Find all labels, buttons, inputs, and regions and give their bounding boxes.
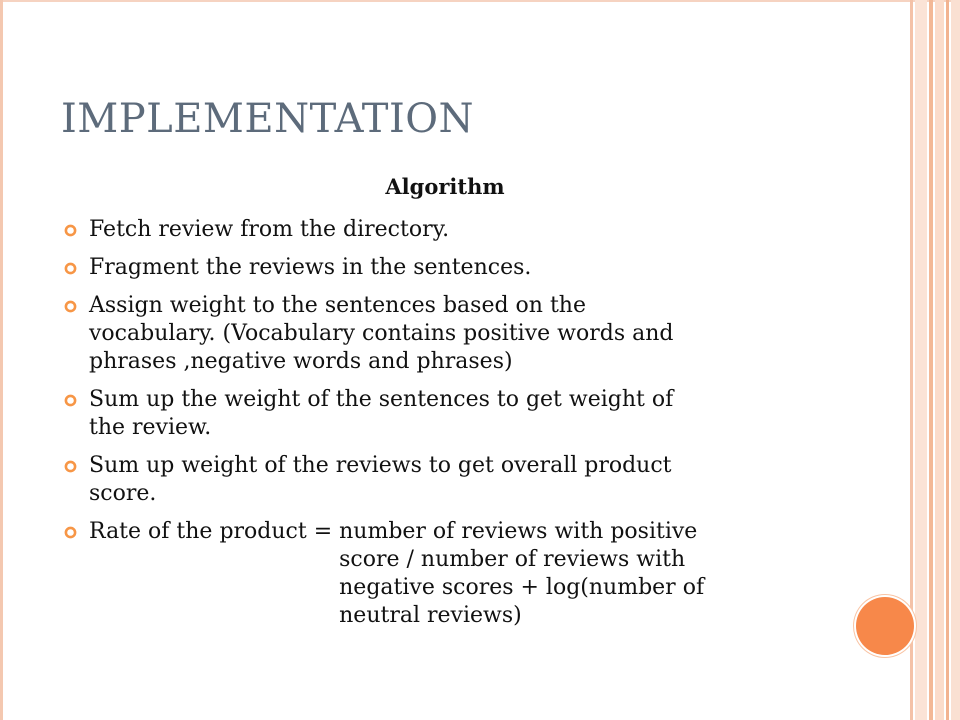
list-item bbox=[64, 452, 844, 508]
bullet-line: Sum up weight of the reviews to get overall product bbox=[89, 453, 672, 478]
bullet-line: score. bbox=[89, 481, 157, 506]
slide-top-border bbox=[0, 0, 960, 2]
stripe bbox=[935, 0, 944, 720]
formula-line: negative scores + log(number of bbox=[339, 575, 705, 600]
hollow-circle-bullet-icon bbox=[64, 460, 77, 473]
slide-left-border bbox=[0, 0, 3, 720]
bullet-line: Sum up the weight of the sentences to get weight of bbox=[89, 387, 674, 412]
list-item bbox=[64, 292, 844, 376]
slide-title: IMPLEMENTATION bbox=[61, 96, 475, 142]
stripe bbox=[915, 0, 927, 720]
bullet-line: phrases ,negative words and phrases) bbox=[89, 349, 513, 374]
list-item-formula bbox=[64, 518, 844, 630]
formula-line: number of reviews with positive bbox=[339, 519, 698, 544]
bullet-line: vocabulary. (Vocabulary contains positive words and bbox=[89, 321, 674, 346]
formula-line: score / number of reviews with bbox=[339, 547, 686, 572]
slide-subtitle: Algorithm bbox=[385, 174, 505, 199]
list-item bbox=[64, 386, 844, 442]
list-item bbox=[64, 216, 844, 244]
stripe bbox=[946, 0, 949, 720]
bullet-line: Assign weight to the sentences based on the bbox=[89, 293, 586, 318]
formula-row bbox=[89, 518, 844, 630]
hollow-circle-bullet-icon bbox=[64, 224, 77, 237]
decorative-side-stripes bbox=[910, 0, 960, 720]
stripe bbox=[929, 0, 933, 720]
hollow-circle-bullet-icon bbox=[64, 300, 77, 313]
bullet-line: Fetch review from the directory. bbox=[89, 217, 450, 242]
formula-body bbox=[339, 518, 844, 630]
stripe bbox=[951, 0, 960, 720]
bullet-list bbox=[64, 216, 844, 640]
formula-lead: Rate of the product = bbox=[89, 519, 340, 544]
formula-line: neutral reviews) bbox=[339, 603, 522, 628]
bullet-line: Fragment the reviews in the sentences. bbox=[89, 255, 532, 280]
hollow-circle-bullet-icon bbox=[64, 262, 77, 275]
hollow-circle-bullet-icon bbox=[64, 394, 77, 407]
bullet-line: the review. bbox=[89, 415, 212, 440]
hollow-circle-bullet-icon bbox=[64, 526, 77, 539]
orange-circle-decoration bbox=[856, 597, 914, 655]
list-item bbox=[64, 254, 844, 282]
